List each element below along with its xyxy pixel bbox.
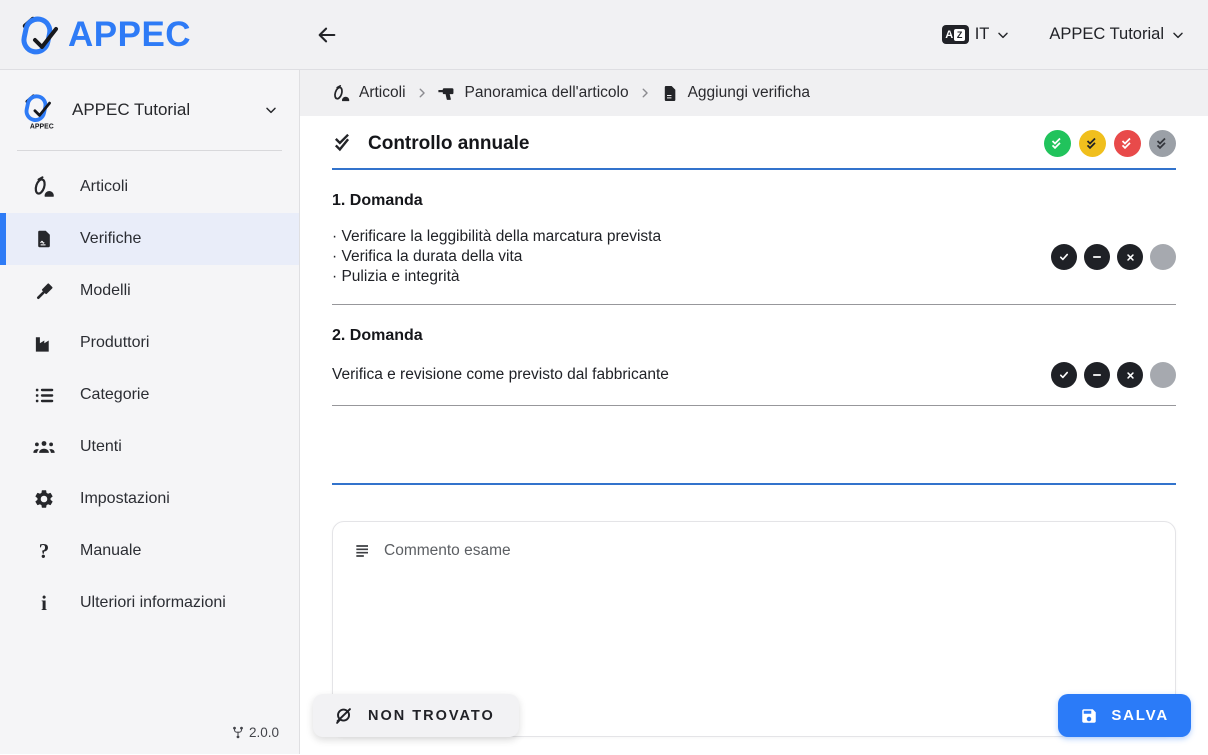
sidebar bbox=[0, 70, 300, 754]
hammer-icon bbox=[32, 279, 56, 303]
climbing-gear-icon bbox=[332, 84, 351, 103]
account-selector[interactable] bbox=[1049, 25, 1186, 44]
question-divider bbox=[332, 304, 1176, 305]
users-icon bbox=[32, 435, 56, 459]
sidebar-item-label: Manuale bbox=[80, 542, 142, 559]
sidebar-item-categorie[interactable] bbox=[0, 369, 299, 421]
sidebar-item-ulteriori-informazioni[interactable] bbox=[0, 577, 299, 629]
question-2-heading: 2. Domanda bbox=[332, 327, 423, 344]
checklist-header bbox=[332, 116, 1176, 170]
breadcrumb bbox=[300, 70, 1208, 116]
language-label: IT bbox=[974, 25, 990, 43]
chevron-down-icon bbox=[1170, 27, 1186, 43]
answer-cross-button[interactable] bbox=[1117, 244, 1143, 270]
question-1-row bbox=[332, 227, 1176, 287]
save-icon bbox=[1080, 707, 1098, 725]
breadcrumb-label: Panoramica dell'articolo bbox=[464, 84, 629, 101]
sidebar-item-label: Modelli bbox=[80, 282, 131, 299]
question-1-answers bbox=[1051, 244, 1176, 270]
breadcrumb-panoramica[interactable] bbox=[438, 84, 629, 103]
status-all-fail-button[interactable] bbox=[1114, 130, 1141, 157]
answer-check-button[interactable] bbox=[1051, 362, 1077, 388]
sidebar-item-label: Articoli bbox=[80, 178, 129, 195]
status-all-ok-button[interactable] bbox=[1044, 130, 1071, 157]
sidebar-item-modelli[interactable] bbox=[0, 265, 299, 317]
answer-check-button[interactable] bbox=[1051, 244, 1077, 270]
answer-unset-button[interactable] bbox=[1150, 244, 1176, 270]
question-1-heading: 1. Domanda bbox=[332, 192, 423, 209]
breadcrumb-aggiungi-verifica[interactable] bbox=[661, 84, 810, 103]
factory-icon bbox=[32, 331, 56, 355]
sidebar-item-produttori[interactable] bbox=[0, 317, 299, 369]
sidebar-item-articoli[interactable] bbox=[0, 161, 299, 213]
sidebar-item-manuale[interactable] bbox=[0, 525, 299, 577]
sidebar-item-impostazioni[interactable] bbox=[0, 473, 299, 525]
question-1-text: · Verificare la leggibilità della marcatura prevista · Verifica la durata della vita · Pulizia e integrità bbox=[332, 228, 662, 285]
translate-icon: A Z bbox=[942, 25, 969, 44]
save-label: SALVA bbox=[1111, 707, 1169, 724]
section-status-group bbox=[1044, 130, 1176, 157]
gear-icon bbox=[32, 487, 56, 511]
checklist-title: Controllo annuale bbox=[368, 132, 530, 154]
climbing-gear-icon bbox=[32, 175, 56, 199]
workspace-name: APPEC Tutorial bbox=[72, 100, 191, 119]
status-all-warning-button[interactable] bbox=[1079, 130, 1106, 157]
sidebar-item-label: Categorie bbox=[80, 386, 150, 403]
sidebar-item-utenti[interactable] bbox=[0, 421, 299, 473]
chevron-down-icon bbox=[263, 102, 279, 118]
not-found-button[interactable] bbox=[313, 694, 519, 737]
breadcrumb-label: Articoli bbox=[359, 84, 406, 101]
list-icon bbox=[32, 383, 56, 407]
carabiner-logo-icon bbox=[18, 12, 62, 58]
sidebar-item-verifiche[interactable] bbox=[0, 213, 299, 265]
double-check-icon bbox=[332, 132, 355, 155]
answer-minus-button[interactable] bbox=[1084, 244, 1110, 270]
chevron-right-icon bbox=[638, 86, 652, 100]
document-icon bbox=[661, 84, 680, 103]
not-found-label: NON TROVATO bbox=[368, 707, 495, 724]
language-selector[interactable] bbox=[942, 25, 1012, 44]
answer-minus-button[interactable] bbox=[1084, 362, 1110, 388]
sidebar-divider bbox=[17, 150, 282, 151]
sidebar-item-label: Ulteriori informazioni bbox=[80, 594, 226, 611]
breadcrumb-articoli[interactable] bbox=[332, 84, 406, 103]
question-icon: ? bbox=[38, 538, 50, 563]
info-icon: i bbox=[41, 590, 47, 615]
chevron-right-icon bbox=[415, 86, 429, 100]
status-all-unset-button[interactable] bbox=[1149, 130, 1176, 157]
question-2-answers bbox=[1051, 362, 1176, 388]
question-2-row bbox=[332, 362, 1176, 388]
text-answer-underline[interactable] bbox=[332, 406, 1176, 485]
account-label: APPEC Tutorial bbox=[1049, 25, 1164, 43]
chevron-down-icon bbox=[995, 27, 1011, 43]
git-branch-icon bbox=[231, 725, 245, 740]
sidebar-item-label: Utenti bbox=[80, 438, 122, 455]
sidebar-item-label: Verifiche bbox=[80, 230, 142, 247]
version-label: 2.0.0 bbox=[248, 725, 279, 740]
app-version bbox=[231, 725, 279, 740]
sidebar-item-label: Produttori bbox=[80, 334, 150, 351]
app-logo[interactable] bbox=[0, 12, 191, 58]
drill-icon bbox=[438, 84, 457, 103]
breadcrumb-label: Aggiungi verificha bbox=[687, 84, 810, 101]
workspace-selector[interactable] bbox=[0, 70, 299, 144]
brand-text: APPEC bbox=[68, 14, 192, 54]
answer-cross-button[interactable] bbox=[1117, 362, 1143, 388]
back-arrow-icon bbox=[314, 24, 340, 46]
back-button[interactable] bbox=[312, 21, 342, 49]
carabiner-logo-small-icon bbox=[20, 90, 56, 130]
notes-icon bbox=[353, 541, 373, 561]
save-button[interactable] bbox=[1058, 694, 1191, 737]
comment-placeholder: Commento esame bbox=[384, 542, 511, 559]
question-2-text: Verifica e revisione come previsto dal fabbricante bbox=[332, 366, 669, 383]
search-off-icon bbox=[333, 705, 355, 727]
answer-unset-button[interactable] bbox=[1150, 362, 1176, 388]
sidebar-item-label: Impostazioni bbox=[80, 490, 170, 507]
topbar bbox=[0, 0, 1208, 70]
svg-text:APPEC: APPEC bbox=[29, 123, 54, 130]
document-signature-icon bbox=[32, 227, 56, 251]
